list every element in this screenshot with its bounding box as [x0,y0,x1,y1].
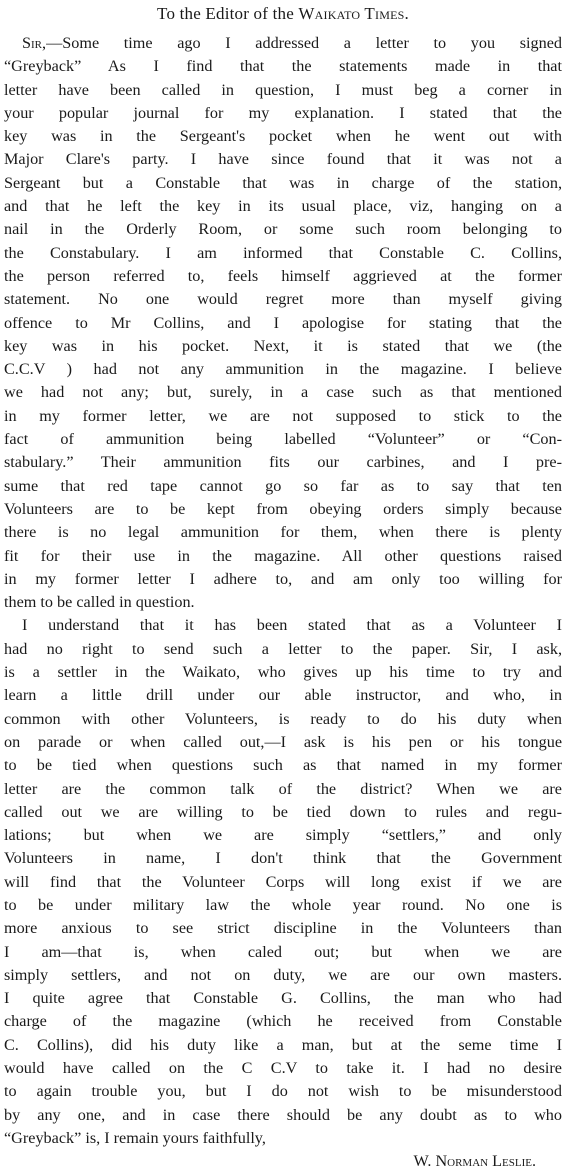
text-line: statement. No one would regret more than myself giving [4,290,562,309]
text-line: offence to Mr Collins, and I apologise for stating that the [4,313,562,332]
text-line: fit for their use in the magazine. All other questions raised [4,546,562,565]
text-line: key was in the Sergeant's pocket when he went out with [4,127,562,146]
publication-name: Waikato Times. [298,4,409,23]
text-line: simply settlers, and not on duty, we are our own masters. [4,965,562,984]
text-line: them to be called in question. [4,593,195,612]
paragraph-1 [4,32,562,614]
text-line: more anxious to see strict discipline in the Volunteers than [4,919,562,938]
text-line: I quite agree that Constable G. Collins, the man who had [4,989,562,1008]
text-line: C.C.V ) had not any ammunition in the magazine. I believe [4,360,562,379]
text-line: the person referred to, feels himself aggrieved at the former [4,266,562,285]
text-line: charge of the magazine (which he received from Constable [4,1012,562,1031]
text-line: on parade or when called out,—I ask is his pen or his tongue [4,732,562,751]
text-line: common with other Volunteers, is ready to do his duty when [4,709,562,728]
text-line: to be under military law the whole year round. No one is [4,895,562,914]
text-line: Volunteers in name, I don't think that the Government [4,849,562,868]
text-line: and that he left the key in its usual place, viz, hanging on a [4,197,562,216]
text-line: lations; but when we are simply “settlers,” and only [4,826,562,845]
text-line: called out we are willing to be tied down to rules and regu- [4,802,562,821]
signature [4,1150,562,1173]
text-line: stabulary.” Their ammunition fits our carbines, and I pre- [4,453,562,472]
signature-initial: W. [413,1152,432,1171]
text-line: your popular journal for my explanation. I stated that the [4,103,562,122]
text-line: Sergeant but a Constable that was in charge of the station, [4,173,562,192]
text-line: I understand that it has been stated that as a Volunteer I [22,616,562,635]
signature-name: Norman Leslie. [435,1152,536,1171]
text-line: would have called on the C C.V to take it. I had no desire [4,1059,562,1078]
text-line: C. Collins), did his duty like a man, but at the seme time I [4,1035,562,1054]
text-line: by any one, and in case there should be any doubt as to who [4,1105,562,1124]
text-line: “Greyback” is, I remain yours faithfully, [4,1128,266,1147]
text-line: sume that red tape cannot go so far as to say that ten [4,476,562,495]
text-line: fact of ammunition being labelled “Volunteer” or “Con- [4,430,562,449]
text-line: in my former letter I adhere to, and am only too willing for [4,569,562,588]
text-line: “Greyback” As I find that the statements made in that [4,57,562,76]
heading-prefix: To the Editor of the [157,4,294,23]
text-line: there is no legal ammunition for them, when there is plenty [4,523,562,542]
salutation: Sir, [22,34,47,52]
text-line: the Constabulary. I am informed that Constable C. Collins, [4,243,562,262]
text-line: Major Clare's party. I have since found that it was not a [4,150,562,169]
text-line: Volunteers are to be kept from obeying orders simply because [4,499,562,518]
text-line: will find that the Volunteer Corps will long exist if we are [4,872,562,891]
text-line: we had not any; but, surely, in a case such as that mentioned [4,383,562,402]
text-line: learn a little drill under our able instructor, and who, in [4,686,562,705]
text-line: in my former letter, we are not supposed to stick to the [4,406,562,425]
text-line: had no right to send such a letter to the paper. Sir, I ask, [4,639,562,658]
text-line: to again trouble you, but I do not wish to be misunderstood [4,1082,562,1101]
letter-heading [4,2,562,26]
text-line: letter are the common talk of the district? When we are [4,779,562,798]
text-line: to be tied when questions such as that named in my former [4,756,562,775]
text-line: I am—that is, when caled out; but when we are [4,942,562,961]
text-line: letter have been called in question, I must beg a corner in [4,80,562,99]
text-line: nail in the Orderly Room, or some such room belonging to [4,220,562,239]
paragraph-2 [4,614,562,1150]
text-line: is a settler in the Waikato, who gives up his time to try and [4,663,562,682]
line-text: —Some time ago I addressed a letter to you signed [46,34,562,52]
text-line: key was in his pocket. Next, it is stated that we (the [4,336,562,355]
text-line [4,32,562,55]
